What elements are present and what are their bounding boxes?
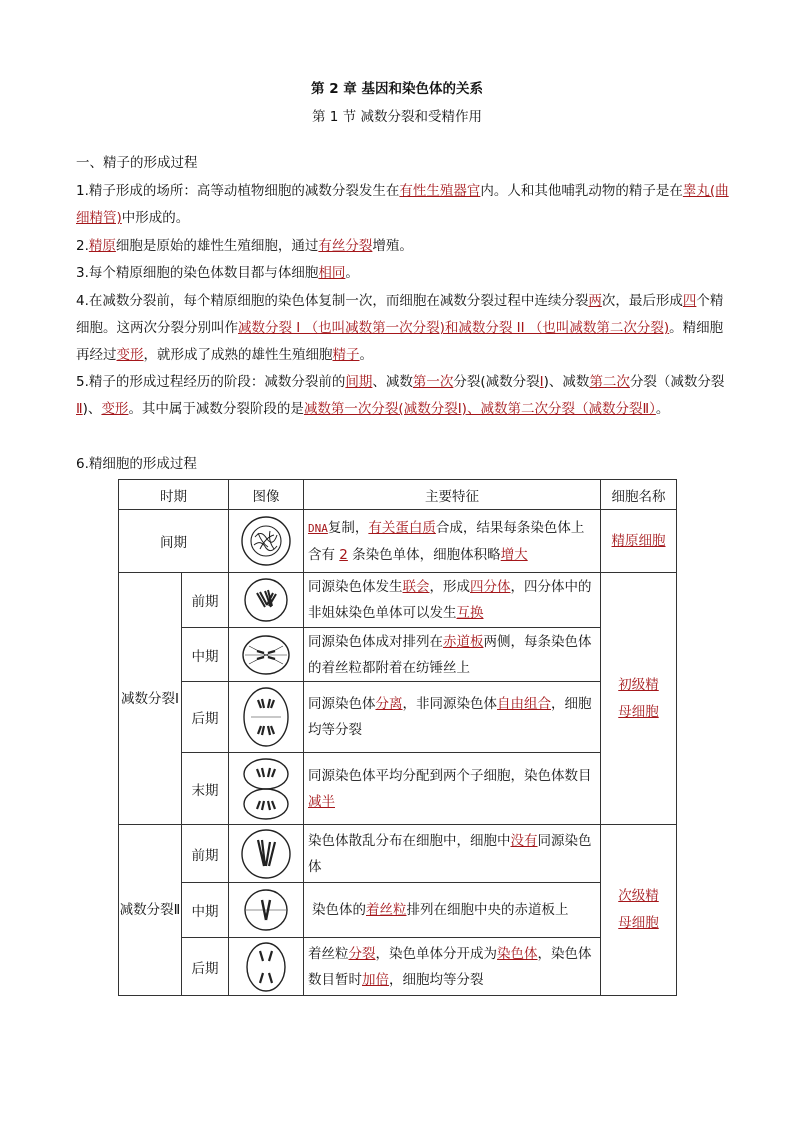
answer: 分裂	[348, 945, 376, 962]
answer: 有丝分裂	[318, 238, 373, 254]
cell-image	[229, 510, 304, 573]
answer: 自由组合	[497, 696, 551, 712]
answer: DNA	[308, 521, 328, 535]
text: 排列在细胞中央的赤道板上	[406, 902, 569, 918]
text: 。	[655, 401, 670, 417]
paragraph-3	[76, 260, 732, 287]
m1-prophase-cell-icon	[243, 577, 289, 623]
features-m1-prophase	[304, 573, 601, 628]
meiosis-table	[118, 479, 677, 996]
text: 同源染色体	[308, 696, 376, 712]
group-meiosis-2: 减数分裂Ⅱ	[119, 825, 182, 996]
paragraph-2	[76, 233, 732, 260]
text: 染色体散乱分布在细胞中，细胞中	[308, 832, 511, 849]
paragraph-1	[76, 178, 732, 232]
features-m1-metaphase	[304, 628, 601, 682]
text: ，染色体数目暂时	[308, 945, 592, 988]
table-row	[119, 825, 677, 883]
answer: 赤道板	[443, 633, 484, 650]
m2-anaphase-cell-icon	[245, 941, 287, 993]
header-features: 主要特征	[304, 480, 601, 510]
paragraph-4	[76, 288, 732, 369]
name-meiosis-1	[601, 573, 677, 825]
text: 中形成的。	[121, 210, 190, 226]
cell-image	[229, 883, 304, 938]
cell-image	[229, 753, 304, 825]
name-interphase	[601, 510, 677, 573]
answer: 增大	[500, 546, 528, 563]
answer: 2	[339, 546, 348, 563]
stage-m1-telophase: 末期	[182, 753, 229, 825]
table-row	[119, 628, 677, 682]
text: 同源染色体成对排列在	[308, 633, 443, 650]
text: 条染色单体，细胞体积略	[347, 546, 501, 563]
table-row	[119, 883, 677, 938]
text: 1.精子形成的场所：高等动植物细胞的减数分裂发生在	[76, 183, 400, 199]
header-period: 时期	[119, 480, 229, 510]
text: 同源染色体平均分配到两个子细胞，染色体数目	[308, 767, 592, 784]
group-meiosis-1: 减数分裂Ⅰ	[119, 573, 182, 825]
text: 细胞是原始的雄性生殖细胞，通过	[115, 238, 319, 254]
answer: Ⅱ	[76, 401, 83, 417]
interphase-cell-icon	[240, 515, 292, 567]
answer: 减数第一次分裂(减数分裂Ⅰ)、减数第二次分裂（减数分裂Ⅱ）	[303, 401, 656, 417]
m1-anaphase-cell-icon	[241, 686, 291, 748]
text: 3.每个精原细胞的染色体数目都与体细胞	[76, 265, 319, 281]
table-row	[119, 753, 677, 825]
text: 4.在减数分裂前，每个精原细胞的染色体复制一次，而细胞在减数分裂过程中连续分裂	[76, 293, 589, 309]
text: 分裂(减数分裂	[453, 374, 540, 390]
cell-image	[229, 573, 304, 628]
answer: 有关蛋白质	[368, 519, 436, 536]
answer: 变形	[116, 347, 144, 363]
answer: 联会	[402, 579, 430, 595]
paragraph-5	[76, 369, 732, 423]
cell-image	[229, 938, 304, 996]
text: 。其中属于减数分裂阶段的是	[128, 401, 304, 417]
answer: 加倍	[362, 971, 389, 988]
m2-prophase-cell-icon	[240, 828, 292, 880]
m1-metaphase-cell-icon	[241, 634, 291, 676]
text: 两侧，每条染色体的着丝粒都附着在纺锤丝上	[308, 633, 592, 676]
features-m2-metaphase	[304, 883, 601, 938]
features-m2-prophase	[304, 825, 601, 883]
header-image: 图像	[229, 480, 304, 510]
answer: 初级精母细胞	[618, 676, 659, 720]
heading-sperm-formation: 一、精子的形成过程	[76, 155, 198, 171]
features-m1-telophase	[304, 753, 601, 825]
answer: 睾丸(曲细精管)	[76, 183, 729, 226]
features-m1-anaphase	[304, 682, 601, 753]
answer: 减数分裂 I （也叫减数第一次分裂)和减数分裂 II （也叫减数第二次分裂)	[238, 320, 670, 336]
stage-m1-prophase: 前期	[182, 573, 229, 628]
answer: 着丝粒	[366, 902, 407, 918]
answer: 四分体	[470, 579, 511, 595]
text: )、	[82, 401, 102, 417]
header-cell-name: 细胞名称	[601, 480, 677, 510]
answer: 分离	[375, 696, 403, 712]
answer: 染色体	[497, 945, 538, 962]
text: ，细胞均等分裂	[389, 971, 484, 988]
m2-metaphase-cell-icon	[243, 888, 289, 932]
answer: 精子	[332, 347, 360, 363]
text: 着丝粒	[308, 945, 349, 962]
answer: 互换	[456, 605, 484, 621]
text: ，细胞均等分裂	[308, 696, 592, 738]
cell-image	[229, 682, 304, 753]
text: 。精细胞再经过	[76, 320, 724, 363]
table-row	[119, 682, 677, 753]
text: ，形成	[429, 579, 470, 595]
answer: Ⅰ	[539, 374, 544, 390]
answer: 变形	[101, 401, 129, 417]
answer: 两	[588, 293, 602, 309]
chapter-title: 第 2 章 基因和染色体的关系	[311, 81, 483, 97]
paragraph-6: 6.精细胞的形成过程	[76, 456, 197, 472]
table-row	[119, 938, 677, 996]
stage-m1-anaphase: 后期	[182, 682, 229, 753]
answer: 没有	[510, 832, 538, 849]
answer: 第二次	[589, 374, 630, 390]
text: 、减数	[372, 374, 413, 390]
text: 同源染色体	[308, 832, 592, 875]
text: 内。人和其他哺乳动物的精子是在	[480, 183, 683, 199]
text: ，就形成了成熟的雄性生殖细胞	[143, 347, 333, 363]
period-interphase: 间期	[119, 510, 229, 573]
m1-telophase-cell-icon	[241, 757, 291, 821]
section-title: 第 1 节 减数分裂和受精作用	[312, 109, 482, 125]
stage-m2-prophase: 前期	[182, 825, 229, 883]
text: 分裂（减数分裂	[629, 374, 725, 390]
stage-m2-metaphase: 中期	[182, 883, 229, 938]
text: ，非同源染色体	[402, 696, 497, 712]
answer: 相同	[318, 265, 346, 281]
text: 2.	[76, 238, 89, 254]
text: 合成，结果每条染色体上含有	[308, 519, 585, 563]
answer: 四	[682, 293, 697, 309]
answer: 有性生殖器官	[399, 183, 481, 199]
answer: 减半	[308, 793, 335, 810]
answer: 第一次	[412, 374, 454, 390]
text: 同源染色体发生	[308, 579, 403, 595]
features-interphase	[304, 510, 601, 573]
table-row	[119, 573, 677, 628]
answer: 精原细胞	[611, 532, 666, 549]
text: 复制，	[327, 519, 369, 536]
text: ，四分体中的非姐妹染色单体可以发生	[308, 579, 592, 621]
features-m2-anaphase	[304, 938, 601, 996]
stage-m2-anaphase: 后期	[182, 938, 229, 996]
text: )、减数	[543, 374, 590, 390]
text: 。	[359, 347, 373, 363]
table-row	[119, 510, 677, 573]
table-header-row	[119, 480, 677, 510]
cell-image	[229, 628, 304, 682]
cell-image	[229, 825, 304, 883]
text: ，染色单体分开成为	[375, 945, 497, 962]
text: 5.精子的形成过程经历的阶段：减数分裂前的	[76, 374, 346, 390]
text: 次，最后形成	[601, 293, 683, 309]
text: 染色体的	[312, 902, 366, 918]
answer: 次级精母细胞	[618, 888, 659, 931]
answer: 间期	[345, 374, 373, 390]
answer: 精原	[88, 238, 116, 254]
text: 增殖。	[372, 238, 413, 254]
text: 。	[345, 265, 359, 281]
stage-m1-metaphase: 中期	[182, 628, 229, 682]
name-meiosis-2	[601, 825, 677, 996]
text: 个精细胞。这两次分裂分别叫作	[76, 293, 724, 336]
